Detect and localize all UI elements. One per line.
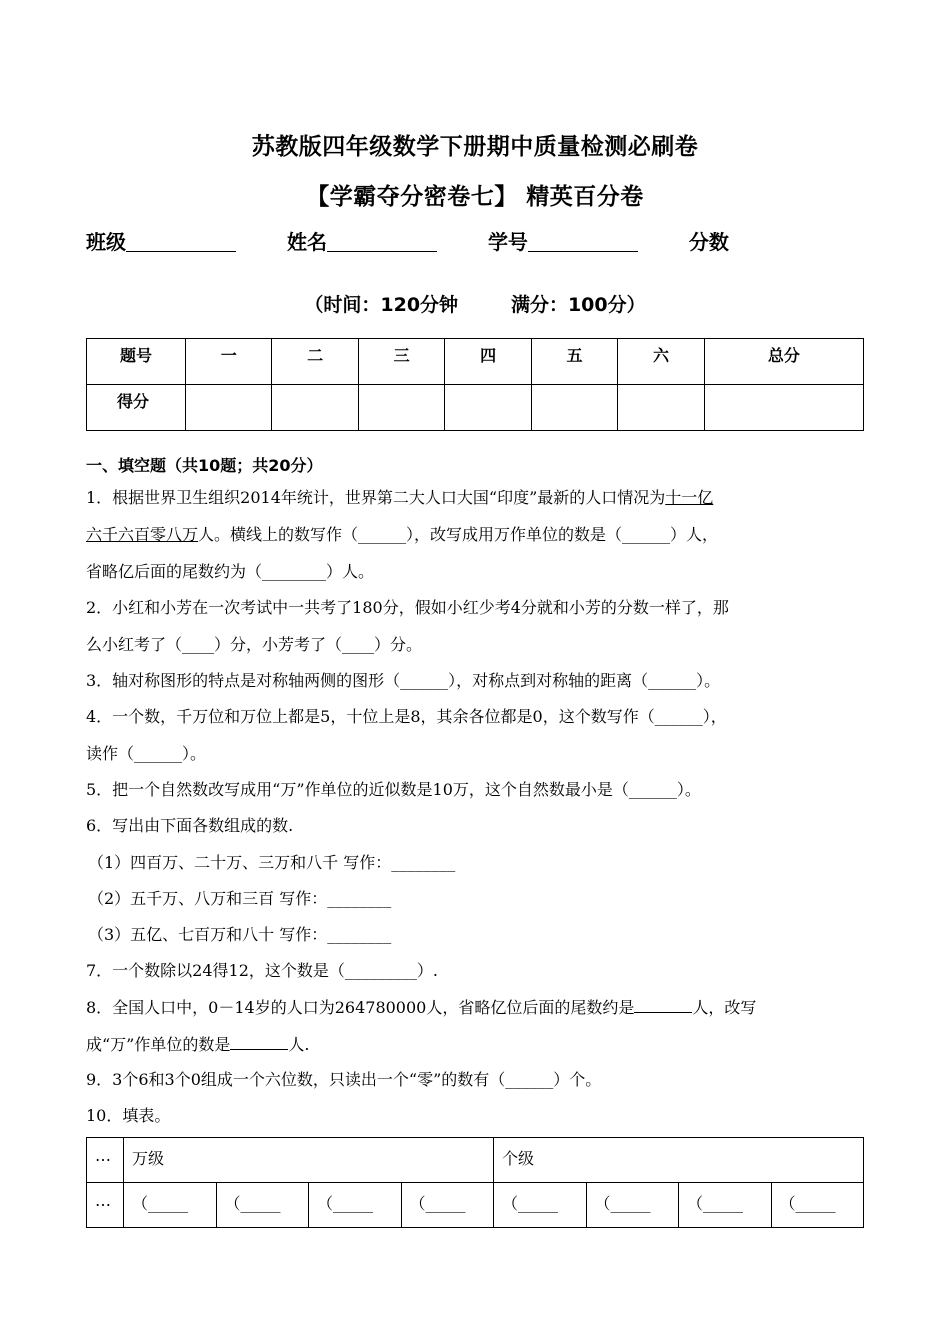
score-header-cell: 总分 [704,339,863,385]
question-line [86,487,713,509]
question-line: 省略亿后面的尾数约为（________）人。 [86,562,375,581]
underlined-number: 六千六百零八万 [86,525,199,544]
place-table-blank-cell[interactable]: （_____ [771,1183,864,1228]
score-header-cell: 四 [445,339,531,385]
score-row-label: 得分 [87,385,186,431]
question-line: 10．填表。 [86,1106,171,1125]
place-table-group-ge: 个级 [494,1138,864,1183]
exam-title: 苏教版四年级数学下册期中质量检测必刷卷 [251,134,699,160]
question-line: （1）四百万、二十万、三万和八千 写作：________ [88,853,456,872]
score-header-cell: 五 [531,339,617,385]
place-value-table [86,1137,864,1228]
student-info-row [86,226,866,255]
score-cell[interactable] [704,385,863,431]
answer-blank[interactable] [230,1033,288,1050]
name-label: 姓名 [286,230,327,254]
score-header-cell: 题号 [87,339,186,385]
score-cell[interactable] [272,385,358,431]
question-line: 4．一个数，千万位和万位上都是5，十位上是8，其余各位都是0，这个数写作（______）， [86,707,727,726]
score-header-cell: 六 [618,339,704,385]
place-table-blank-cell[interactable]: （_____ [586,1183,679,1228]
question-line: 6．写出由下面各数组成的数. [86,816,294,835]
question-line: 2．小红和小芳在一次考试中一共考了180分，假如小红少考4分就和小芳的分数一样了，那 [86,598,729,617]
question-line: 7．一个数除以24得12，这个数是（_________）. [86,961,438,980]
name-blank[interactable] [327,231,437,252]
question-line [86,996,756,1019]
score-cell[interactable] [445,385,531,431]
time-info: （时间：120分钟 满分：100分） [304,294,646,316]
score-header-cell: 三 [358,339,444,385]
underlined-number: 十一亿 [665,488,714,507]
score-label: 分数 [688,230,729,254]
answer-blank[interactable] [634,996,692,1013]
question-text: 人，改写 [692,998,757,1017]
score-cell[interactable] [618,385,704,431]
score-table [86,338,864,431]
score-header-cell: 一 [186,339,272,385]
section-heading: 一、填空题（共10题；共20分） [86,456,323,475]
question-text: 人. [288,1035,310,1054]
question-text: 人。横线上的数写作（______），改写成用万作单位的数是（______）人， [198,525,719,544]
question-line [86,1033,309,1056]
place-table-blank-cell[interactable]: （_____ [309,1183,402,1228]
question-line: 么小红考了（____）分，小芳考了（____）分。 [86,635,423,654]
question-text: 8．全国人口中，0－14岁的人口为264780000人，省略亿位后面的尾数约是 [86,998,635,1017]
place-table-blank-cell[interactable]: （_____ [216,1183,309,1228]
question-line: 9．3个6和3个0组成一个六位数，只读出一个“零”的数有（______）个。 [86,1070,602,1089]
place-table-blank-cell[interactable]: （_____ [679,1183,772,1228]
id-label: 学号 [487,230,528,254]
question-line [86,524,718,546]
place-table-group-row [87,1138,864,1183]
score-cell[interactable] [531,385,617,431]
place-table-blank-row [87,1183,864,1228]
question-line: 3．轴对称图形的特点是对称轴两侧的图形（______），对称点到对称轴的距离（______）。 [86,671,721,690]
question-line: 5．把一个自然数改写成用“万”作单位的近似数是10万，这个自然数最小是（______）。 [86,780,701,799]
place-table-blank-cell[interactable]: （_____ [401,1183,494,1228]
place-table-dots: … [87,1183,124,1228]
place-table-group-wan: 万级 [124,1138,494,1183]
score-header-cell: 二 [272,339,358,385]
class-blank[interactable] [126,231,236,252]
question-line: （3）五亿、七百万和八十 写作：________ [88,925,392,944]
question-text: 成“万”作单位的数是 [86,1035,231,1054]
score-cell[interactable] [358,385,444,431]
place-table-blank-cell[interactable]: （_____ [124,1183,217,1228]
question-line: （2）五千万、八万和三百 写作：________ [88,889,392,908]
score-table-header-row [87,339,864,385]
score-table-score-row [87,385,864,431]
exam-subtitle: 【学霸夺分密卷七】 精英百分卷 [306,184,644,210]
place-table-dots: … [87,1138,124,1183]
question-text: 1．根据世界卫生组织2014年统计，世界第二大人口大国“印度”最新的人口情况为 [86,488,666,507]
class-label: 班级 [86,230,126,254]
score-cell[interactable] [186,385,272,431]
id-blank[interactable] [528,231,638,252]
place-table-blank-cell[interactable]: （_____ [494,1183,587,1228]
question-line: 读作（______）。 [86,744,207,763]
